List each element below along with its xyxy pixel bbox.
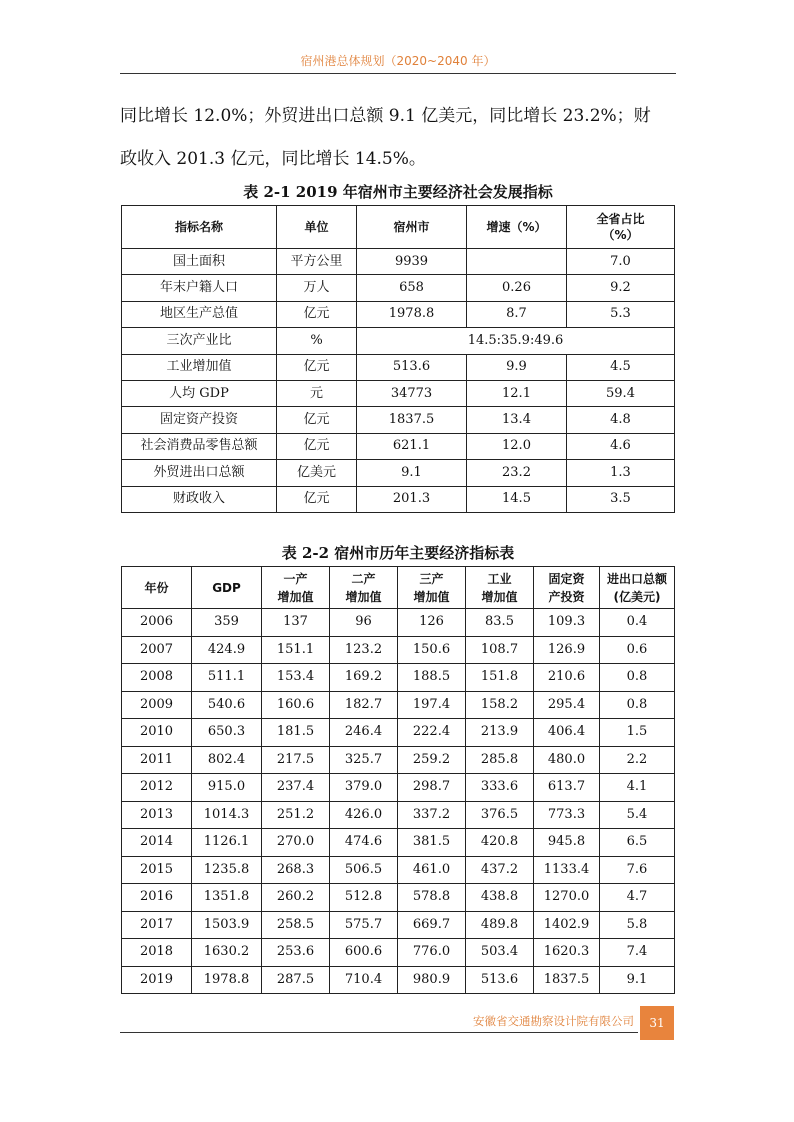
table-cell: 0.26 <box>467 275 567 301</box>
header-unit: 单位 <box>277 206 357 249</box>
table-cell: 9.1 <box>357 460 467 486</box>
table-cell: 268.3 <box>262 856 330 884</box>
table-cell: 亿元 <box>277 486 357 512</box>
table-cell: 社会消费品零售总额 <box>122 433 277 459</box>
table-cell: 3.5 <box>567 486 675 512</box>
table-cell: 669.7 <box>398 911 466 939</box>
table-cell: 575.7 <box>330 911 398 939</box>
table-cell: 1620.3 <box>534 939 600 967</box>
table-cell: 513.6 <box>466 966 534 994</box>
table-cell: 1270.0 <box>534 884 600 912</box>
table-cell: 480.0 <box>534 746 600 774</box>
table-cell: 外贸进出口总额 <box>122 460 277 486</box>
table-cell: 213.9 <box>466 719 534 747</box>
table-cell: 0.4 <box>600 609 675 637</box>
table-cell: 295.4 <box>534 691 600 719</box>
table-cell: 511.1 <box>192 664 262 692</box>
table-cell: 513.6 <box>357 354 467 380</box>
table-cell: 578.8 <box>398 884 466 912</box>
table-cell: 258.5 <box>262 911 330 939</box>
table-cell: 三次产业比 <box>122 328 277 354</box>
header-line: 三产 <box>419 571 444 586</box>
header-line: 工业 <box>487 571 512 586</box>
table-cell: 1837.5 <box>534 966 600 994</box>
table-cell: 工业增加值 <box>122 354 277 380</box>
table-cell: 4.7 <box>600 884 675 912</box>
table-row <box>122 664 675 692</box>
paragraph-line-1: 同比增长 12.0%；外贸进出口总额 9.1 亿美元，同比增长 23.2%；财 <box>120 106 651 126</box>
table-cell: 4.5 <box>567 354 675 380</box>
table-cell: 802.4 <box>192 746 262 774</box>
table-cell: 1503.9 <box>192 911 262 939</box>
table-cell: 亿元 <box>277 407 357 433</box>
table-cell: 34773 <box>357 380 467 406</box>
header-line: 产投资 <box>548 589 585 604</box>
table-cell: 5.4 <box>600 801 675 829</box>
table-cell: 650.3 <box>192 719 262 747</box>
table-cell: 287.5 <box>262 966 330 994</box>
table-row <box>122 774 675 802</box>
table-cell: 2009 <box>122 691 192 719</box>
table-cell: 1630.2 <box>192 939 262 967</box>
header-line: (亿美元) <box>613 589 661 604</box>
table-row <box>122 746 675 774</box>
economic-indicators-table <box>121 205 675 513</box>
table-cell: 461.0 <box>398 856 466 884</box>
table-cell: 426.0 <box>330 801 398 829</box>
table-cell: 259.2 <box>398 746 466 774</box>
table-cell: 7.4 <box>600 939 675 967</box>
table-cell: 2012 <box>122 774 192 802</box>
table-cell: 14.5 <box>467 486 567 512</box>
table-cell: 1978.8 <box>192 966 262 994</box>
table-cell: 1402.9 <box>534 911 600 939</box>
table-cell: 710.4 <box>330 966 398 994</box>
table-cell: 1.5 <box>600 719 675 747</box>
table-row <box>122 609 675 637</box>
header-line: 进出口总额 <box>606 571 667 586</box>
table-cell: 246.4 <box>330 719 398 747</box>
header-line: 固定资 <box>548 571 585 586</box>
table-1-caption: 表 2-1 2019 年宿州市主要经济社会发展指标 <box>243 183 553 201</box>
table-cell: 773.3 <box>534 801 600 829</box>
table-row <box>122 328 675 354</box>
table-cell: 1235.8 <box>192 856 262 884</box>
table-cell: 658 <box>357 275 467 301</box>
paragraph-line-2: 政收入 201.3 亿元，同比增长 14.5%。 <box>120 149 426 169</box>
table-cell: 126.9 <box>534 636 600 664</box>
header-indicator-name: 指标名称 <box>122 206 277 249</box>
table-cell: 96 <box>330 609 398 637</box>
table-2-header-cell <box>192 567 262 609</box>
table-row <box>122 911 675 939</box>
table-row <box>122 486 675 512</box>
table-cell: 人均 GDP <box>122 380 277 406</box>
table-cell: 财政收入 <box>122 486 277 512</box>
table-cell: 337.2 <box>398 801 466 829</box>
table-cell: 424.9 <box>192 636 262 664</box>
table-cell: 776.0 <box>398 939 466 967</box>
table-2-header-cell <box>398 567 466 609</box>
table-cell: 376.5 <box>466 801 534 829</box>
table-cell: 160.6 <box>262 691 330 719</box>
table-cell: 国土面积 <box>122 249 277 275</box>
table-cell: 9.1 <box>600 966 675 994</box>
table-2-header-cell <box>262 567 330 609</box>
table-cell: 元 <box>277 380 357 406</box>
table-row <box>122 433 675 459</box>
table-cell: 540.6 <box>192 691 262 719</box>
header-rule <box>120 73 676 74</box>
table-cell: 285.8 <box>466 746 534 774</box>
table-cell: 621.1 <box>357 433 467 459</box>
table-cell: 438.8 <box>466 884 534 912</box>
table-cell: 420.8 <box>466 829 534 857</box>
table-row <box>122 801 675 829</box>
table-cell: 0.6 <box>600 636 675 664</box>
table-cell: 4.1 <box>600 774 675 802</box>
table-cell <box>467 249 567 275</box>
table-cell: 年末户籍人口 <box>122 275 277 301</box>
header-line: 年份 <box>144 580 169 595</box>
header-line: 二产 <box>351 571 376 586</box>
table-cell: 201.3 <box>357 486 467 512</box>
table-cell: 2006 <box>122 609 192 637</box>
table-2-header-cell <box>466 567 534 609</box>
table-cell: 1126.1 <box>192 829 262 857</box>
table-2-body <box>122 609 675 994</box>
table-cell: 亿元 <box>277 301 357 327</box>
table-row <box>122 275 675 301</box>
table-cell: 188.5 <box>398 664 466 692</box>
table-2-header-cell <box>534 567 600 609</box>
page-number: 31 <box>640 1006 674 1040</box>
table-cell: 379.0 <box>330 774 398 802</box>
table-cell: 506.5 <box>330 856 398 884</box>
table-cell: 固定资产投资 <box>122 407 277 433</box>
table-cell: 437.2 <box>466 856 534 884</box>
table-cell: 222.4 <box>398 719 466 747</box>
table-cell: 123.2 <box>330 636 398 664</box>
table-cell: 1978.8 <box>357 301 467 327</box>
table-cell: 13.4 <box>467 407 567 433</box>
table-cell: 59.4 <box>567 380 675 406</box>
table-cell: 381.5 <box>398 829 466 857</box>
table-cell: 1133.4 <box>534 856 600 884</box>
header-growth: 增速（%） <box>467 206 567 249</box>
table-cell: 0.8 <box>600 691 675 719</box>
table-cell: 182.7 <box>330 691 398 719</box>
table-cell: 地区生产总值 <box>122 301 277 327</box>
table-2-header-cell <box>330 567 398 609</box>
table-cell: 2015 <box>122 856 192 884</box>
table-cell: 109.3 <box>534 609 600 637</box>
table-cell: 181.5 <box>262 719 330 747</box>
table-cell: 158.2 <box>466 691 534 719</box>
table-1-header-row <box>122 206 675 249</box>
table-2-caption: 表 2-2 宿州市历年主要经济指标表 <box>281 544 515 562</box>
table-cell: 1.3 <box>567 460 675 486</box>
table-cell: 489.8 <box>466 911 534 939</box>
table-cell: 151.8 <box>466 664 534 692</box>
table-cell: 5.3 <box>567 301 675 327</box>
table-cell: 2016 <box>122 884 192 912</box>
table-cell: 270.0 <box>262 829 330 857</box>
table-cell: 108.7 <box>466 636 534 664</box>
table-row <box>122 966 675 994</box>
table-cell: 325.7 <box>330 746 398 774</box>
table-cell: 253.6 <box>262 939 330 967</box>
table-2-header-cell <box>600 567 675 609</box>
table-row <box>122 380 675 406</box>
table-cell: 169.2 <box>330 664 398 692</box>
table-cell: 2017 <box>122 911 192 939</box>
table-cell: 1351.8 <box>192 884 262 912</box>
table-2-header-row <box>122 567 675 609</box>
table-2-header-cell <box>122 567 192 609</box>
table-cell: 2014 <box>122 829 192 857</box>
footer-organization: 安徽省交通勘察设计院有限公司 <box>473 1014 634 1028</box>
table-cell: 210.6 <box>534 664 600 692</box>
table-cell: 4.8 <box>567 407 675 433</box>
table-cell: 474.6 <box>330 829 398 857</box>
table-row <box>122 939 675 967</box>
table-cell: 512.8 <box>330 884 398 912</box>
table-cell: 945.8 <box>534 829 600 857</box>
table-cell: 2019 <box>122 966 192 994</box>
header-line: 增加值 <box>277 589 314 604</box>
table-cell: 503.4 <box>466 939 534 967</box>
table-cell: 251.2 <box>262 801 330 829</box>
table-cell: 980.9 <box>398 966 466 994</box>
table-row <box>122 829 675 857</box>
table-cell: 8.7 <box>467 301 567 327</box>
table-row <box>122 354 675 380</box>
table-cell: 7.0 <box>567 249 675 275</box>
table-1-body <box>122 249 675 513</box>
table-cell: 2018 <box>122 939 192 967</box>
table-row <box>122 301 675 327</box>
table-cell: 2010 <box>122 719 192 747</box>
table-cell: 2008 <box>122 664 192 692</box>
header-line: 一产 <box>283 571 308 586</box>
table-cell: 600.6 <box>330 939 398 967</box>
table-cell: 153.4 <box>262 664 330 692</box>
table-row <box>122 249 675 275</box>
table-cell: 亿元 <box>277 433 357 459</box>
header-line: 增加值 <box>413 589 450 604</box>
table-cell: 6.5 <box>600 829 675 857</box>
table-cell: 2.2 <box>600 746 675 774</box>
footer-rule <box>120 1032 638 1033</box>
table-cell: 298.7 <box>398 774 466 802</box>
table-cell: 7.6 <box>600 856 675 884</box>
table-cell: 406.4 <box>534 719 600 747</box>
table-cell: 23.2 <box>467 460 567 486</box>
table-cell: 14.5:35.9:49.6 <box>357 328 675 354</box>
table-cell: % <box>277 328 357 354</box>
table-row <box>122 636 675 664</box>
table-cell: 2013 <box>122 801 192 829</box>
header-line: GDP <box>212 580 241 595</box>
table-cell: 平方公里 <box>277 249 357 275</box>
table-cell: 260.2 <box>262 884 330 912</box>
table-cell: 12.0 <box>467 433 567 459</box>
historical-economic-table <box>121 566 675 994</box>
table-cell: 9.9 <box>467 354 567 380</box>
table-row <box>122 691 675 719</box>
table-row <box>122 884 675 912</box>
table-cell: 1837.5 <box>357 407 467 433</box>
table-cell: 1014.3 <box>192 801 262 829</box>
table-cell: 9.2 <box>567 275 675 301</box>
table-cell: 359 <box>192 609 262 637</box>
table-cell: 9939 <box>357 249 467 275</box>
table-cell: 137 <box>262 609 330 637</box>
table-cell: 0.8 <box>600 664 675 692</box>
table-cell: 2007 <box>122 636 192 664</box>
header-suzhou: 宿州市 <box>357 206 467 249</box>
header-line: 增加值 <box>345 589 382 604</box>
table-cell: 亿美元 <box>277 460 357 486</box>
header-province-share: 全省占比 （%） <box>567 206 675 249</box>
table-cell: 217.5 <box>262 746 330 774</box>
table-cell: 2011 <box>122 746 192 774</box>
table-cell: 150.6 <box>398 636 466 664</box>
table-cell: 万人 <box>277 275 357 301</box>
table-cell: 83.5 <box>466 609 534 637</box>
header-line: 增加值 <box>481 589 518 604</box>
table-row <box>122 460 675 486</box>
table-cell: 237.4 <box>262 774 330 802</box>
table-cell: 197.4 <box>398 691 466 719</box>
table-row <box>122 407 675 433</box>
table-cell: 126 <box>398 609 466 637</box>
table-cell: 613.7 <box>534 774 600 802</box>
table-row <box>122 856 675 884</box>
running-header-title: 宿州港总体规划（2020~2040 年） <box>300 54 496 68</box>
table-cell: 333.6 <box>466 774 534 802</box>
table-cell: 12.1 <box>467 380 567 406</box>
table-cell: 5.8 <box>600 911 675 939</box>
table-row <box>122 719 675 747</box>
table-cell: 915.0 <box>192 774 262 802</box>
table-cell: 151.1 <box>262 636 330 664</box>
table-cell: 4.6 <box>567 433 675 459</box>
table-cell: 亿元 <box>277 354 357 380</box>
